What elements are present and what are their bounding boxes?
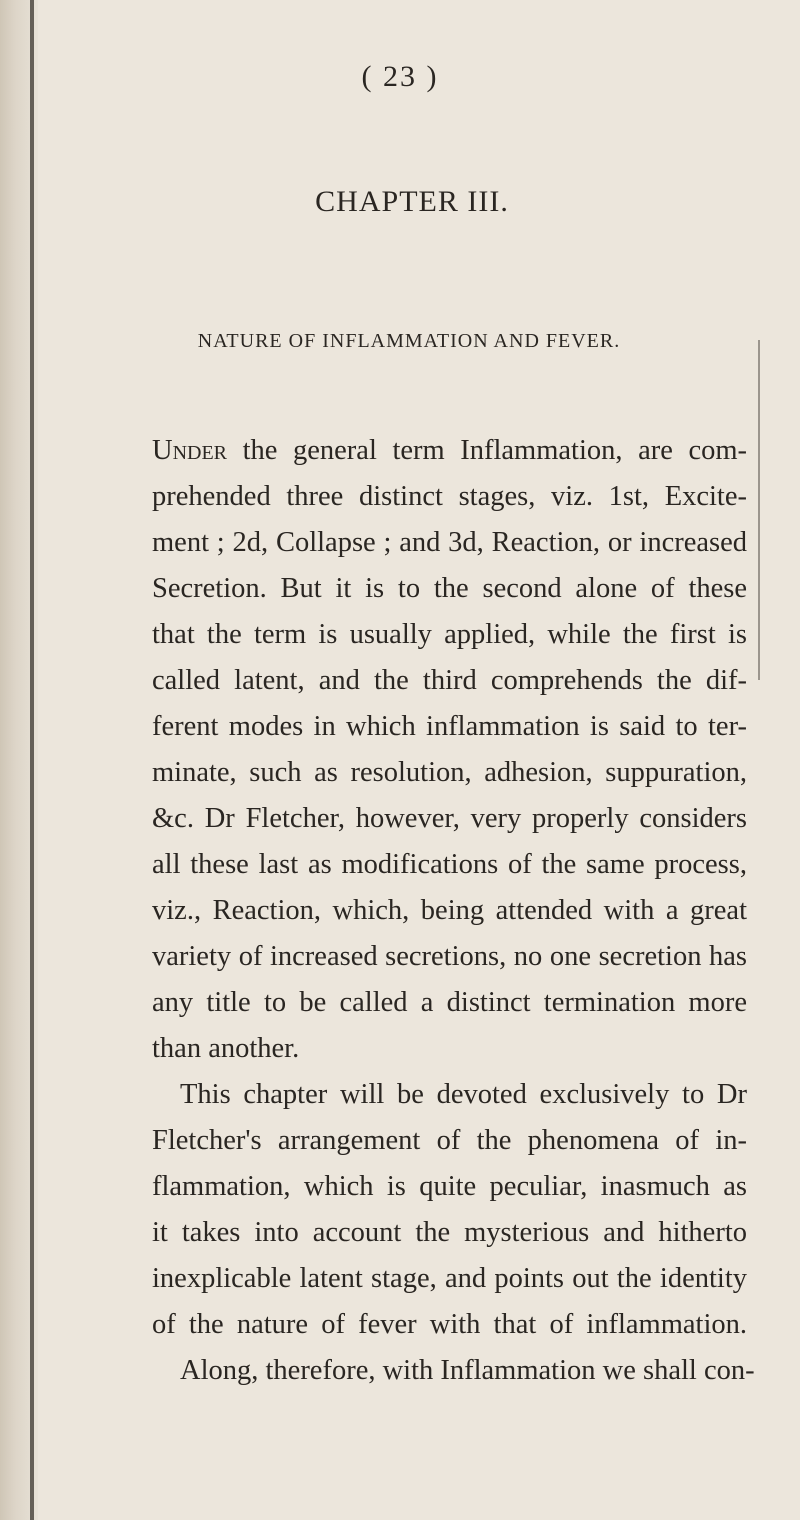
- chapter-title: CHAPTER III.: [315, 185, 509, 218]
- text-line: minate, such as resolution, adhesion, suppuration,: [152, 757, 747, 788]
- paragraph-1: [152, 428, 747, 1072]
- text-line: &c. Dr Fletcher, however, very properly considers: [152, 803, 747, 834]
- text-line: prehended three distinct stages, viz. 1st, Excite-: [152, 481, 747, 512]
- margin-mark: [758, 340, 766, 680]
- text-line: flammation, which is quite peculiar, inasmuch as: [152, 1171, 747, 1202]
- text-line: that the term is usually applied, while the first is: [152, 619, 747, 650]
- text-line: Under the general term Inflammation, are com-: [152, 435, 747, 466]
- text-line: called latent, and the third comprehends the dif-: [152, 665, 747, 696]
- text-line: than another.: [152, 1033, 300, 1064]
- binding-edge: [30, 0, 34, 1520]
- chapter-subtitle: NATURE OF INFLAMMATION AND FEVER.: [197, 330, 621, 352]
- text-line: of the nature of fever with that of inflammation.: [152, 1309, 747, 1340]
- text-line: Secretion. But it is to the second alone of these: [152, 573, 747, 604]
- text-line: ment ; 2d, Collapse ; and 3d, Reaction, or increased: [152, 527, 747, 558]
- text-line: it takes into account the mysterious and hitherto: [152, 1217, 747, 1248]
- text-line: Along, therefore, with Inflammation we shall con-: [180, 1355, 755, 1386]
- text-line: ferent modes in which inflammation is said to ter-: [152, 711, 747, 742]
- page-number: ( 23 ): [361, 60, 439, 93]
- text-line: any title to be called a distinct termination more: [152, 987, 747, 1018]
- lead-word: Under: [152, 435, 228, 466]
- text-line: variety of increased secretions, no one secretion has: [152, 941, 747, 972]
- paragraph-2: [152, 1072, 755, 1394]
- text-line: all these last as modifications of the same process,: [152, 849, 747, 880]
- text-line: This chapter will be devoted exclusively to Dr: [180, 1079, 747, 1110]
- text-line: inexplicable latent stage, and points out the identity: [152, 1263, 747, 1294]
- text-line: viz., Reaction, which, being attended with a great: [152, 895, 747, 926]
- body-text: [152, 428, 755, 1394]
- text-line: Fletcher's arrangement of the phenomena of in-: [152, 1125, 747, 1156]
